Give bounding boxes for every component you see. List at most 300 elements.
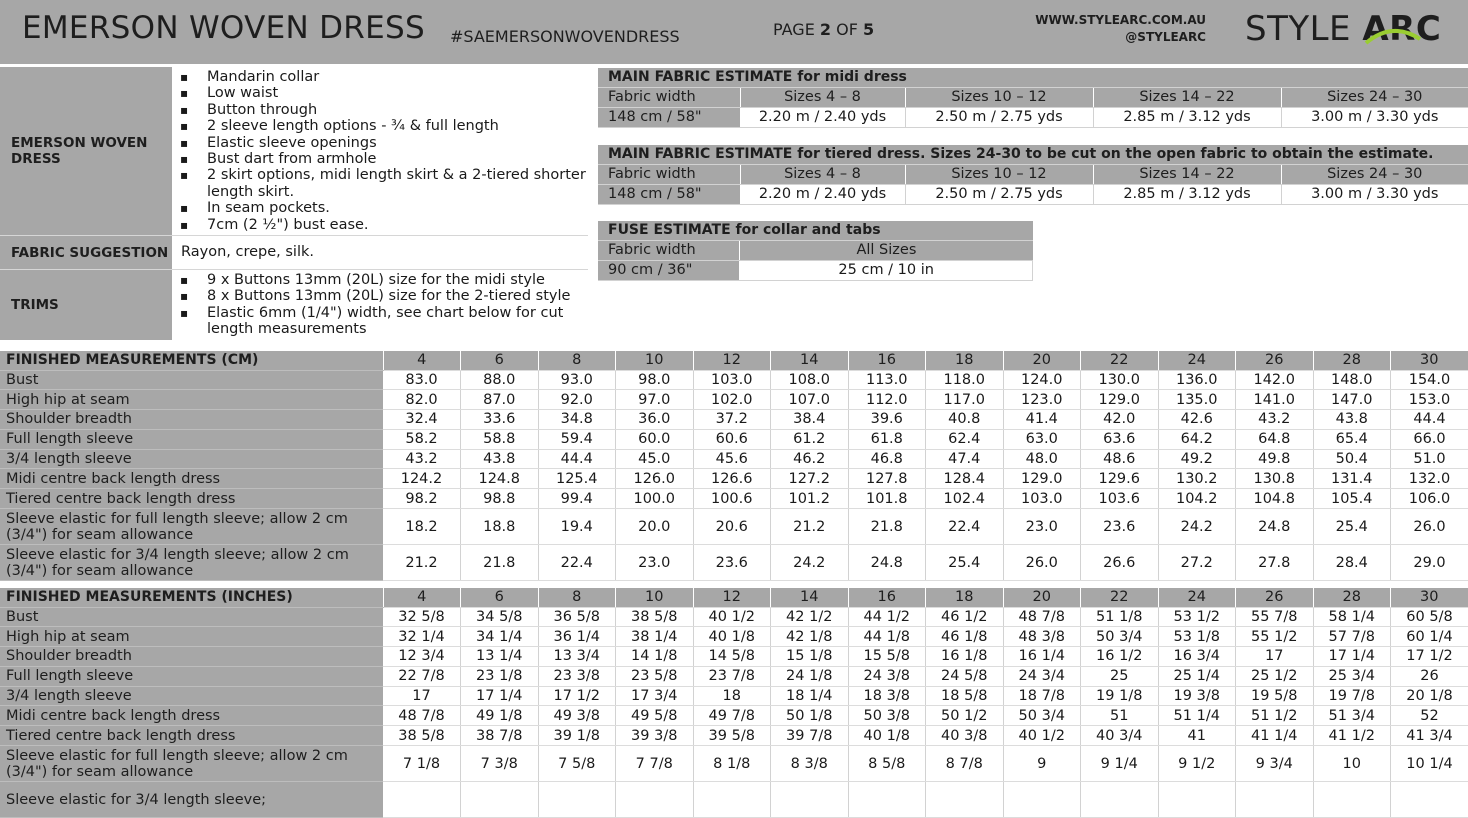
row-label: Tiered centre back length dress [0,726,383,746]
measurement-cell: 20.6 [693,509,771,545]
measurement-cell: 34.8 [538,410,616,430]
size-column-header: 18 [926,351,1004,370]
measurement-cell: 117.0 [926,390,1004,410]
measurement-cell: 10 [1313,746,1391,782]
measurement-cell: 24.8 [848,545,926,581]
list-item: ▪ 7cm (2 ½") bust ease. [172,217,588,233]
measurement-cell: 23.6 [693,545,771,581]
measurement-cell: 19 5/8 [1236,686,1314,706]
page-prefix: PAGE [773,20,820,39]
measurement-cell: 40 1/2 [1003,726,1081,746]
size-column-header: 26 [1236,351,1314,370]
measurement-cell: 130.2 [1158,469,1236,489]
measurement-cell: 44.4 [1391,410,1468,430]
measurement-cell: 60 1/4 [1391,627,1468,647]
fabric-width-value: 148 cm / 58" [598,108,740,128]
dress-features [172,67,588,235]
measurement-cell: 38.4 [771,410,849,430]
measurement-cell: 48 7/8 [1003,607,1081,627]
list-item: ▪ Elastic 6mm (1/4") width, see chart below for cut length measurements [172,305,588,338]
size-range: Sizes 14 – 22 [1093,88,1281,108]
measurement-cell: 16 1/2 [1081,647,1159,667]
measurement-cell: 24.2 [1158,509,1236,545]
size-range: Sizes 10 – 12 [905,165,1093,185]
measurement-cell: 48.0 [1003,449,1081,469]
measurement-cell: 20 1/8 [1391,686,1468,706]
measurement-cell: 49 3/8 [538,706,616,726]
measurement-cell: 49.8 [1236,449,1314,469]
measurement-cell: 41.4 [1003,410,1081,430]
fabric-width-value: 90 cm / 36" [598,261,740,281]
measurement-cell: 7 3/8 [461,746,539,782]
row-label: High hip at seam [0,390,383,410]
measurement-cell: 7 5/8 [538,746,616,782]
size-column-header: 14 [771,351,849,370]
measurement-cell: 97.0 [616,390,694,410]
measurement-cell [1391,782,1468,818]
measurement-cell: 42 1/8 [771,627,849,647]
table-row [0,627,1468,647]
social-handle: @STYLEARC [1010,29,1206,46]
size-column-header: 10 [616,351,694,370]
measurement-cell: 50 3/4 [1081,627,1159,647]
size-column-header: 28 [1313,351,1391,370]
measurement-cell: 104.8 [1236,489,1314,509]
measurement-cell: 20.0 [616,509,694,545]
measurement-cell: 18 [693,686,771,706]
measurement-cell: 18.8 [461,509,539,545]
measurement-cell [616,782,694,818]
size-column-header: 30 [1391,588,1468,607]
row-label: Tiered centre back length dress [0,489,383,509]
measurement-cell: 18 5/8 [926,686,1004,706]
measurement-cell: 50.4 [1313,449,1391,469]
measurement-cell: 24 5/8 [926,666,1004,686]
size-column-header: 4 [383,588,461,607]
measurement-cell: 61.8 [848,429,926,449]
measurement-cell: 98.2 [383,489,461,509]
table-row [0,782,1468,818]
measurement-cell: 26.6 [1081,545,1159,581]
measurement-cell: 39 5/8 [693,726,771,746]
list-item: ▪ Mandarin collar [172,69,588,85]
estimate-value: 3.00 m / 3.30 yds [1281,108,1468,128]
measurement-cell: 131.4 [1313,469,1391,489]
row-label: Midi centre back length dress [0,469,383,489]
table-row [0,429,1468,449]
measurement-cell: 22 7/8 [383,666,461,686]
measurement-cell: 63.0 [1003,429,1081,449]
measurement-cell: 87.0 [461,390,539,410]
measurement-cell: 60.0 [616,429,694,449]
measurement-cell: 24 1/8 [771,666,849,686]
measurement-cell: 125.4 [538,469,616,489]
measurement-cell: 43.8 [1313,410,1391,430]
measurement-cell: 8 5/8 [848,746,926,782]
fabric-width-label: Fabric width [598,88,740,108]
finished-measurements-inches-table [0,588,1468,818]
size-column-header: 6 [461,588,539,607]
size-range: Sizes 24 – 30 [1281,88,1468,108]
measurement-cell [461,782,539,818]
measurement-cell: 127.2 [771,469,849,489]
measurement-cell: 45.6 [693,449,771,469]
measurement-cell: 17 [1236,647,1314,667]
fabric-width-label: Fabric width [598,241,740,261]
table-row [0,489,1468,509]
measurement-cell: 103.0 [1003,489,1081,509]
size-column-header: 4 [383,351,461,370]
measurement-cell: 50 3/8 [848,706,926,726]
measurement-cell: 16 1/8 [926,647,1004,667]
estimate-value: 2.85 m / 3.12 yds [1093,108,1281,128]
measurement-cell: 24 3/4 [1003,666,1081,686]
row-label: Full length sleeve [0,666,383,686]
measurement-cell: 55 1/2 [1236,627,1314,647]
estimate-value: 2.85 m / 3.12 yds [1093,185,1281,205]
size-range: Sizes 14 – 22 [1093,165,1281,185]
fabric-suggestion-row [0,236,588,270]
tiered-estimate-heading: MAIN FABRIC ESTIMATE for tiered dress. Sizes 24-30 to be cut on the open fabric to obtain the estimate. [598,145,1468,165]
measurement-cell: 49.2 [1158,449,1236,469]
list-item: ▪ Bust dart from armhole [172,151,588,167]
size-column-header: 8 [538,588,616,607]
size-column-header: 24 [1158,588,1236,607]
measurement-cell [1081,782,1159,818]
measurement-cell: 58 1/4 [1313,607,1391,627]
measurement-cell: 64.2 [1158,429,1236,449]
trims-label: TRIMS [0,270,172,340]
table-heading: FINISHED MEASUREMENTS (INCHES) [0,588,383,607]
measurement-cell: 59.4 [538,429,616,449]
size-column-header: 8 [538,351,616,370]
measurement-cell: 42 1/2 [771,607,849,627]
row-label: 3/4 length sleeve [0,686,383,706]
contact-block [1010,12,1206,46]
size-column-header: 14 [771,588,849,607]
measurement-cell: 25 [1081,666,1159,686]
row-label: Sleeve elastic for 3/4 length sleeve; allow 2 cm (3/4") for seam allowance [0,545,383,581]
measurement-cell: 19 3/8 [1158,686,1236,706]
estimate-value: 3.00 m / 3.30 yds [1281,185,1468,205]
size-column-header: 24 [1158,351,1236,370]
measurement-cell: 8 3/8 [771,746,849,782]
measurement-cell: 113.0 [848,370,926,390]
measurement-cell: 61.2 [771,429,849,449]
dress-description-row [0,67,588,236]
table-row [0,666,1468,686]
measurement-cell: 17 3/4 [616,686,694,706]
finished-measurements-cm-table [0,351,1468,581]
measurement-cell [1003,782,1081,818]
measurement-cell: 39.6 [848,410,926,430]
measurement-cell: 25 1/4 [1158,666,1236,686]
row-label: Midi centre back length dress [0,706,383,726]
measurement-cell: 48 3/8 [1003,627,1081,647]
measurement-cell: 55 7/8 [1236,607,1314,627]
measurement-cell: 107.0 [771,390,849,410]
measurement-cell: 106.0 [1391,489,1468,509]
measurement-cell: 13 3/4 [538,647,616,667]
measurement-cell: 147.0 [1313,390,1391,410]
measurement-cell: 40 1/2 [693,607,771,627]
trims-list [172,270,588,340]
midi-estimate-heading: MAIN FABRIC ESTIMATE for midi dress [598,68,1468,88]
measurement-cell: 34 1/4 [461,627,539,647]
measurement-cell: 21.2 [383,545,461,581]
measurement-cell: 49 1/8 [461,706,539,726]
measurement-cell [693,782,771,818]
measurement-cell: 102.4 [926,489,1004,509]
measurement-cell: 50 1/8 [771,706,849,726]
measurement-cell: 21.8 [461,545,539,581]
fabric-label: FABRIC SUGGESTION [0,236,172,269]
measurement-cell: 57 7/8 [1313,627,1391,647]
measurement-cell: 127.8 [848,469,926,489]
measurement-cell: 123.0 [1003,390,1081,410]
measurement-cell: 64.8 [1236,429,1314,449]
logo-swoosh-icon [1362,9,1422,49]
measurement-cell: 40.8 [926,410,1004,430]
fuse-estimate [598,221,1033,281]
measurement-cell: 42.0 [1081,410,1159,430]
fabric-value: Rayon, crepe, silk. [172,236,588,269]
row-label: Full length sleeve [0,429,383,449]
measurement-cell: 45.0 [616,449,694,469]
measurement-cell: 23.6 [1081,509,1159,545]
page-of: OF [831,20,863,39]
measurement-cell: 41 1/2 [1313,726,1391,746]
size-column-header: 10 [616,588,694,607]
row-label: Sleeve elastic for full length sleeve; allow 2 cm (3/4") for seam allowance [0,509,383,545]
measurement-cell: 22.4 [538,545,616,581]
row-label: 3/4 length sleeve [0,449,383,469]
measurement-cell: 66.0 [1391,429,1468,449]
measurement-cell: 24 3/8 [848,666,926,686]
size-column-header: 26 [1236,588,1314,607]
measurement-cell: 103.6 [1081,489,1159,509]
measurement-cell [1236,782,1314,818]
measurement-cell: 39 7/8 [771,726,849,746]
list-item: ▪ 9 x Buttons 13mm (20L) size for the midi style [172,272,588,288]
measurement-cell: 9 1/2 [1158,746,1236,782]
measurement-cell: 88.0 [461,370,539,390]
measurement-cell: 19 7/8 [1313,686,1391,706]
dress-label: EMERSON WOVEN DRESS [0,67,172,235]
size-range: Sizes 24 – 30 [1281,165,1468,185]
page-current: 2 [820,20,831,39]
measurement-cell: 23 7/8 [693,666,771,686]
size-range: Sizes 4 – 8 [740,88,905,108]
measurement-cell: 135.0 [1158,390,1236,410]
list-item: ▪ 2 skirt options, midi length skirt & a 2-tiered shorter length skirt. [172,167,588,200]
page-total: 5 [863,20,874,39]
page-header [0,0,1468,64]
measurement-cell: 105.4 [1313,489,1391,509]
brand-logo [1245,9,1441,49]
row-label: Shoulder breadth [0,410,383,430]
measurement-cell: 63.6 [1081,429,1159,449]
measurement-cell: 49 5/8 [616,706,694,726]
measurement-cell [383,782,461,818]
list-item: ▪ 2 sleeve length options - ¾ & full length [172,118,588,134]
row-label: Bust [0,607,383,627]
measurement-cell [538,782,616,818]
measurement-cell: 10 1/4 [1391,746,1468,782]
measurement-cell: 132.0 [1391,469,1468,489]
size-column-header: 12 [693,351,771,370]
list-item: ▪ Elastic sleeve openings [172,135,588,151]
measurement-cell: 40 3/8 [926,726,1004,746]
measurement-cell: 21.2 [771,509,849,545]
size-column-header: 16 [848,588,926,607]
page-indicator [773,20,874,39]
measurement-cell: 129.0 [1003,469,1081,489]
estimate-value: 2.50 m / 2.75 yds [905,108,1093,128]
measurement-cell: 38 7/8 [461,726,539,746]
table-row [0,545,1468,581]
measurement-cell: 46.8 [848,449,926,469]
measurement-cell: 40 1/8 [848,726,926,746]
measurement-cell: 39 1/8 [538,726,616,746]
measurement-cell: 51 3/4 [1313,706,1391,726]
table-row [0,746,1468,782]
logo-arc-text: ARC [1362,9,1441,49]
measurement-cell: 12 3/4 [383,647,461,667]
table-row [0,509,1468,545]
trims-row [0,270,588,340]
measurement-cell: 33.6 [461,410,539,430]
measurement-cell: 47.4 [926,449,1004,469]
measurement-cell: 93.0 [538,370,616,390]
measurement-cell: 51 [1081,706,1159,726]
measurement-cell: 46 1/2 [926,607,1004,627]
measurement-cell: 8 7/8 [926,746,1004,782]
measurement-cell: 51 1/8 [1081,607,1159,627]
measurement-cell: 36 1/4 [538,627,616,647]
measurement-cell: 38 5/8 [616,607,694,627]
measurement-cell: 23 3/8 [538,666,616,686]
measurement-cell: 51 1/2 [1236,706,1314,726]
measurement-cell: 60 5/8 [1391,607,1468,627]
measurement-cell: 126.6 [693,469,771,489]
measurement-cell: 18.2 [383,509,461,545]
measurement-cell: 17 1/4 [1313,647,1391,667]
measurement-cell: 9 3/4 [1236,746,1314,782]
website-link[interactable]: WWW.STYLEARC.COM.AU [1010,12,1206,29]
row-label: Bust [0,370,383,390]
measurement-cell: 100.6 [693,489,771,509]
measurement-cell: 102.0 [693,390,771,410]
measurement-cell: 7 1/8 [383,746,461,782]
measurement-cell: 19.4 [538,509,616,545]
measurement-cell: 58.2 [383,429,461,449]
size-column-header: 30 [1391,351,1468,370]
measurement-cell: 37.2 [693,410,771,430]
list-item: ▪ Button through [172,102,588,118]
measurement-cell: 27.8 [1236,545,1314,581]
list-item: ▪ Low waist [172,85,588,101]
table-row [0,370,1468,390]
measurement-cell: 26.0 [1391,509,1468,545]
estimate-value: 25 cm / 10 in [740,261,1033,281]
measurement-cell: 8 1/8 [693,746,771,782]
measurement-cell: 25 1/2 [1236,666,1314,686]
measurement-cell: 124.0 [1003,370,1081,390]
size-column-header: 18 [926,588,1004,607]
list-item: ▪ 8 x Buttons 13mm (20L) size for the 2-tiered style [172,288,588,304]
size-range: Sizes 10 – 12 [905,88,1093,108]
midi-fabric-estimate [598,68,1468,128]
size-range: All Sizes [740,241,1033,261]
measurement-cell: 128.4 [926,469,1004,489]
measurement-cell: 130.0 [1081,370,1159,390]
measurement-cell: 53 1/8 [1158,627,1236,647]
measurement-cell: 43.8 [461,449,539,469]
list-item: ▪ In seam pockets. [172,200,588,216]
measurement-cell: 142.0 [1236,370,1314,390]
measurement-cell: 48 7/8 [383,706,461,726]
measurement-cell: 46.2 [771,449,849,469]
measurement-cell: 153.0 [1391,390,1468,410]
size-column-header: 6 [461,351,539,370]
measurement-cell: 36 5/8 [538,607,616,627]
measurement-cell: 17 1/4 [461,686,539,706]
measurement-cell: 42.6 [1158,410,1236,430]
measurement-cell: 7 7/8 [616,746,694,782]
measurement-cell: 103.0 [693,370,771,390]
measurement-cell: 23 1/8 [461,666,539,686]
table-row [0,726,1468,746]
measurement-cell: 130.8 [1236,469,1314,489]
measurement-cell: 100.0 [616,489,694,509]
measurement-cell: 15 1/8 [771,647,849,667]
measurement-cell: 29.0 [1391,545,1468,581]
tiered-fabric-estimate [598,145,1468,205]
row-label: Sleeve elastic for full length sleeve; allow 2 cm (3/4") for seam allowance [0,746,383,782]
measurement-cell: 43.2 [383,449,461,469]
measurement-cell: 26.0 [1003,545,1081,581]
measurement-cell: 13 1/4 [461,647,539,667]
measurement-cell: 49 7/8 [693,706,771,726]
size-range: Sizes 4 – 8 [740,165,905,185]
measurement-cell: 112.0 [848,390,926,410]
measurement-cell: 50 3/4 [1003,706,1081,726]
measurement-cell: 21.8 [848,509,926,545]
measurement-cell: 18 1/4 [771,686,849,706]
measurement-cell: 41 1/4 [1236,726,1314,746]
measurement-cell: 24.8 [1236,509,1314,545]
measurement-cell: 36.0 [616,410,694,430]
measurement-cell: 18 3/8 [848,686,926,706]
measurement-cell: 98.8 [461,489,539,509]
measurement-cell: 16 1/4 [1003,647,1081,667]
measurement-cell: 104.2 [1158,489,1236,509]
measurement-cell: 39 3/8 [616,726,694,746]
measurement-cell [848,782,926,818]
measurement-cell [771,782,849,818]
table-row [0,390,1468,410]
table-row [0,469,1468,489]
measurement-cell: 92.0 [538,390,616,410]
measurement-cell: 23.0 [1003,509,1081,545]
measurement-cell: 41 3/4 [1391,726,1468,746]
estimate-value: 2.50 m / 2.75 yds [905,185,1093,205]
measurement-cell: 82.0 [383,390,461,410]
measurement-cell: 23.0 [616,545,694,581]
measurement-cell: 25.4 [1313,509,1391,545]
measurement-cell: 15 5/8 [848,647,926,667]
